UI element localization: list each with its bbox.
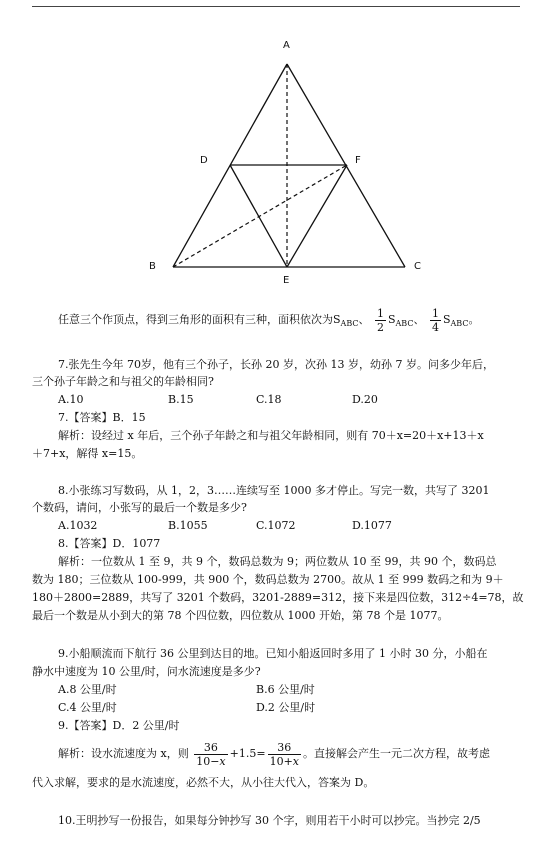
q9-stem-2: 静水中速度为 10 公里/时，问水流速度是多少? bbox=[32, 665, 261, 678]
area-abc2: ABC bbox=[395, 319, 414, 328]
area-end: 。 bbox=[468, 313, 480, 326]
q9-option-d: D.2 公里/时 bbox=[256, 701, 316, 714]
q8-explanation-2: 数为 180；三位数从 100-999，共 900 个，数码总数为 2700。故从 1 至 999 数码之和为 9＋ bbox=[32, 573, 504, 586]
q9-option-c: C.4 公里/时 bbox=[58, 701, 117, 714]
q9-exp-pre: 解析：设水流速度为 x，则 bbox=[58, 747, 189, 760]
q8-stem-2: 个数码，请问，小张写的最后一个数是多少? bbox=[32, 501, 247, 514]
label-c: C bbox=[414, 261, 421, 272]
label-e: E bbox=[283, 275, 290, 286]
q7-option-c: C.18 bbox=[256, 393, 282, 406]
label-d: D bbox=[200, 155, 208, 166]
q8-option-a: A.1032 bbox=[58, 519, 98, 532]
q9-fraction-1: $\frac{36}{10-x}$ bbox=[196, 740, 226, 768]
q9-option-a: A.8 公里/时 bbox=[58, 683, 117, 696]
q8-option-b: B.1055 bbox=[168, 519, 208, 532]
q8-answer: 8.【答案】D．1077 bbox=[58, 537, 161, 550]
q8-option-d: D.1077 bbox=[352, 519, 392, 532]
q9-explanation-1 bbox=[58, 737, 490, 771]
q7-explanation-2: ＋7+x，解得 x=15。 bbox=[32, 447, 143, 460]
label-f: F bbox=[355, 155, 361, 166]
q7-option-a: A.10 bbox=[58, 393, 84, 406]
q8-stem-1: 8.小张练习写数码，从 1，2，3……连续写至 1000 多才停止。写完一数，共写了 3201 bbox=[58, 484, 490, 497]
triangle-diagram bbox=[140, 32, 440, 282]
q7-option-d: D.20 bbox=[352, 393, 378, 406]
q9-stem-1: 9.小船顺流而下航行 36 公里到达目的地。已知小船返回时多用了 1 小时 30 分，小船在 bbox=[58, 647, 488, 660]
fraction-quarter: $\frac{1}{4}$ bbox=[431, 306, 439, 334]
q8-explanation-4: 最后一个数是从小到大的第 78 个四位数，四位数从 1000 开始，第 78 个是 1077。 bbox=[32, 609, 449, 622]
q9-exp-mid: +1.5= bbox=[229, 747, 266, 760]
area-text: 任意三个作顶点，得到三角形的面积有三种，面积依次为 bbox=[58, 313, 333, 326]
q9-explanation-2: 代入求解，要求的是水流速度，必然不大，从小往大代入，答案为 D。 bbox=[32, 776, 375, 789]
edge-fe bbox=[287, 165, 347, 267]
area-s1: S bbox=[333, 313, 341, 326]
top-rule bbox=[32, 6, 520, 7]
triangle-figure bbox=[140, 32, 440, 286]
area-line bbox=[58, 305, 479, 339]
q9-option-b: B.6 公里/时 bbox=[256, 683, 315, 696]
area-s2: S bbox=[387, 313, 396, 326]
q7-answer: 7.【答案】B．15 bbox=[58, 411, 146, 424]
q7-option-b: B.15 bbox=[168, 393, 194, 406]
q7-stem-1: 7.张先生今年 70岁，他有三个孙子，长孙 20 岁，次孙 13 岁，幼孙 7 岁。问多少年后， bbox=[58, 358, 494, 371]
area-sep2: 、 bbox=[413, 313, 425, 326]
label-b: B bbox=[149, 261, 156, 272]
q8-explanation-1: 解析：一位数从 1 至 9，共 9 个，数码总数为 9；两位数从 10 至 99，共 90 个，数码总 bbox=[58, 555, 497, 568]
dashed-bf bbox=[173, 165, 347, 267]
area-abc1: ABC bbox=[340, 319, 359, 328]
q9-fraction-2: $\frac{36}{10+x}$ bbox=[269, 740, 300, 768]
area-abc3: ABC bbox=[450, 319, 469, 328]
label-a: A bbox=[283, 40, 290, 51]
fraction-half: $\frac{1}{2}$ bbox=[376, 306, 384, 334]
q9-exp-post: 。直接解会产生一元二次方程，故考虑 bbox=[303, 747, 491, 760]
area-sep1: 、 bbox=[358, 313, 370, 326]
q10-stem: 10.王明抄写一份报告，如果每分钟抄写 30 个字，则用若干小时可以抄完。当抄完 2/5 bbox=[58, 814, 481, 827]
q7-explanation-1: 解析：设经过 x 年后，三个孙子年龄之和与祖父年龄相同，则有 70＋x=20＋x+13＋x bbox=[58, 429, 484, 442]
q8-explanation-3: 180＋2800=2889，共写了 3201 个数码，3201-2889=312，接下来是四位数，312÷4=78，故 bbox=[32, 591, 524, 604]
area-s3: S bbox=[442, 313, 451, 326]
q7-stem-2: 三个孙子年龄之和与祖父的年龄相同? bbox=[32, 375, 214, 388]
edge-de bbox=[230, 165, 287, 267]
q9-answer: 9.【答案】D．2 公里/时 bbox=[58, 719, 180, 732]
q8-option-c: C.1072 bbox=[256, 519, 296, 532]
